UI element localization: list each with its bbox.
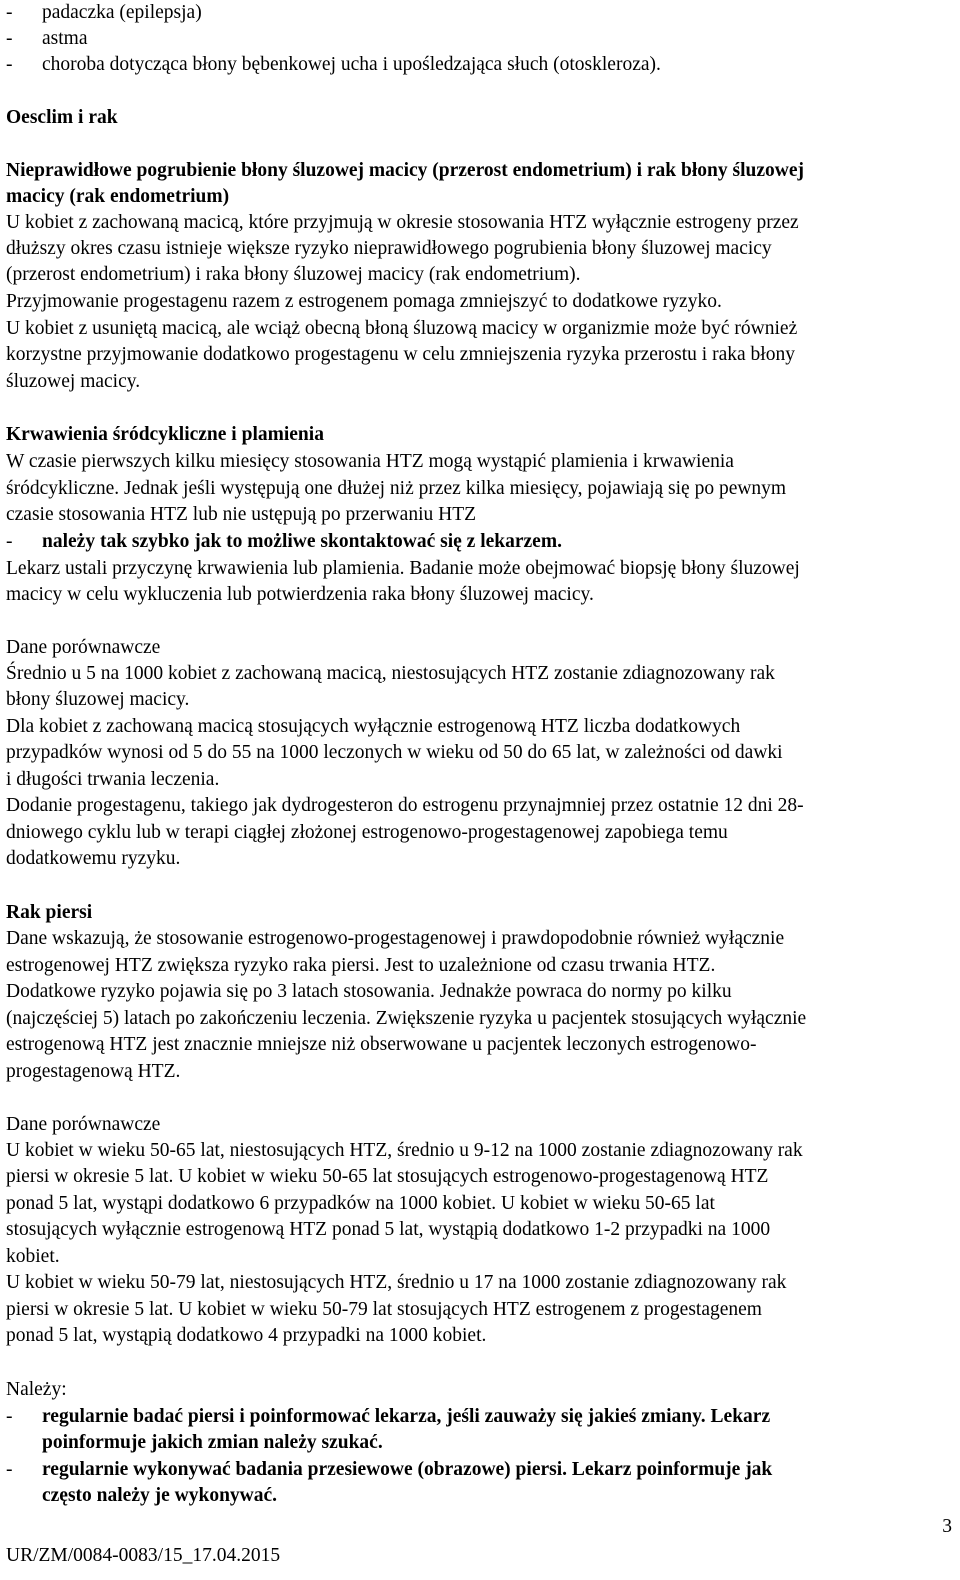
section-heading: Dane porównawcze: [6, 1114, 161, 1135]
section-heading: Krwawienia śródcykliczne i plamienia: [6, 424, 324, 445]
paragraph-line: piersi w okresie 5 lat. U kobiet w wieku 50-79 lat stosujących HTZ estrogenem z progestagenem: [6, 1299, 762, 1320]
paragraph-line: U kobiet w wieku 50-65 lat, niestosujących HTZ, średnio u 9-12 na 1000 zostanie zdiagnozowany rak: [6, 1140, 803, 1161]
paragraph-line: U kobiet z usuniętą macicą, ale wciąż obecną błoną śluzową macicy w organizmie może być również: [6, 318, 798, 339]
list-dash: -: [6, 1459, 13, 1480]
paragraph-line: estrogenową HTZ jest znacznie mniejsze niż obserwowane u pacjentek leczonych estrogenowo-: [6, 1034, 757, 1055]
paragraph-line: progestagenową HTZ.: [6, 1061, 181, 1082]
list-dash: -: [6, 2, 13, 23]
paragraph-line: korzystne przyjmowanie dodatkowo progestagenu w celu zmniejszenia ryzyka przerostu i raka błony: [6, 344, 795, 365]
paragraph-line: i długości trwania leczenia.: [6, 769, 220, 790]
paragraph-line: czasie stosowania HTZ lub nie ustępują po przerwaniu HTZ: [6, 504, 477, 525]
paragraph-line: Dla kobiet z zachowaną macicą stosujących wyłącznie estrogenową HTZ liczba dodatkowych: [6, 716, 741, 737]
subheading: Nieprawidłowe pogrubienie błony śluzowej macicy (przerost endometrium) i rak błony śluzowej: [6, 160, 804, 181]
section-heading: Rak piersi: [6, 902, 93, 923]
paragraph-line: U kobiet w wieku 50-79 lat, niestosujących HTZ, średnio u 17 na 1000 zostanie zdiagnozowany rak: [6, 1272, 787, 1293]
paragraph-line: macicy w celu wykluczenia lub potwierdzenia raka błony śluzowej macicy.: [6, 584, 594, 605]
paragraph-line: Lekarz ustali przyczynę krwawienia lub plamienia. Badanie może obejmować biopsję błony śluzowej: [6, 558, 800, 579]
paragraph-line: dniowego cyklu lub w terapi ciągłej złożonej estrogenowo-progestagenowej zapobiega temu: [6, 822, 728, 843]
paragraph-line: ponad 5 lat, wystąpi dodatkowo 6 przypadków na 1000 kobiet. U kobiet w wieku 50-65 lat: [6, 1193, 715, 1214]
paragraph-line: (najczęściej 5) latach po zakończeniu leczenia. Zwiększenie ryzyka u pacjentek stosujących wyłącznie: [6, 1008, 807, 1029]
paragraph-line: Dodanie progestagenu, takiego jak dydrogesteron do estrogenu przynajmniej przez ostatnie 12 dni 28-: [6, 795, 804, 816]
page-number: 3: [942, 1516, 952, 1537]
list-item: padaczka (epilepsja): [42, 2, 202, 23]
paragraph-line: U kobiet z zachowaną macicą, które przyjmują w okresie stosowania HTZ wyłącznie estrogeny przez: [6, 212, 799, 233]
bullet-item: regularnie wykonywać badania przesiewowe (obrazowe) piersi. Lekarz poinformuje jak: [42, 1459, 773, 1480]
paragraph-line: piersi w okresie 5 lat. U kobiet w wieku 50-65 lat stosujących estrogenowo-progestagenową HTZ: [6, 1166, 769, 1187]
paragraph-line: kobiet.: [6, 1246, 60, 1267]
paragraph-line: Średnio u 5 na 1000 kobiet z zachowaną macicą, niestosujących HTZ zostanie zdiagnozowany rak: [6, 663, 775, 684]
paragraph-line: Dodatkowe ryzyko pojawia się po 3 latach stosowania. Jednakże powraca do normy po kilku: [6, 981, 732, 1002]
paragraph-line: ponad 5 lat, wystąpią dodatkowo 4 przypadki na 1000 kobiet.: [6, 1325, 487, 1346]
bullet-item: regularnie badać piersi i poinformować lekarza, jeśli zauważy się jakieś zmiany. Lekarz: [42, 1406, 771, 1427]
section-heading: Należy:: [6, 1379, 67, 1400]
paragraph-line: dłuższy okres czasu istnieje większe ryzyko nieprawidłowego pogrubienia błony śluzowej macicy: [6, 238, 772, 259]
paragraph-line: stosujących wyłącznie estrogenową HTZ ponad 5 lat, wystąpią dodatkowo 1-2 przypadki na 1000: [6, 1219, 771, 1240]
list-dash: -: [6, 531, 13, 552]
document-code: UR/ZM/0084-0083/15_17.04.2015: [6, 1545, 281, 1566]
paragraph-line: dodatkowemu ryzyku.: [6, 848, 181, 869]
paragraph-line: Przyjmowanie progestagenu razem z estrogenem pomaga zmniejszyć to dodatkowe ryzyko.: [6, 291, 722, 312]
list-dash: -: [6, 28, 13, 49]
paragraph-line: błony śluzowej macicy.: [6, 689, 190, 710]
subheading: macicy (rak endometrium): [6, 186, 230, 207]
paragraph-line: przypadków wynosi od 5 do 55 na 1000 leczonych w wieku od 50 do 65 lat, w zależności od dawki: [6, 742, 783, 763]
bullet-item: często należy je wykonywać.: [42, 1485, 278, 1506]
list-item: choroba dotycząca błony bębenkowej ucha i upośledzająca słuch (otoskleroza).: [42, 54, 661, 75]
bullet-item: poinformuje jakich zmian należy szukać.: [42, 1432, 383, 1453]
paragraph-line: W czasie pierwszych kilku miesięcy stosowania HTZ mogą wystąpić plamienia i krwawienia: [6, 451, 734, 472]
paragraph-line: śródcykliczne. Jednak jeśli występują one dłużej niż przez kilka miesięcy, pojawiają się po pewnym: [6, 478, 787, 499]
paragraph-line: estrogenowej HTZ zwiększa ryzyko raka piersi. Jest to uzależnione od czasu trwania HTZ.: [6, 955, 716, 976]
paragraph-line: Dane wskazują, że stosowanie estrogenowo-progestagenowej i prawdopodobnie również wyłącznie: [6, 928, 785, 949]
list-item: astma: [42, 28, 88, 49]
list-dash: -: [6, 54, 13, 75]
section-heading: Dane porównawcze: [6, 637, 161, 658]
bullet-item: należy tak szybko jak to możliwe skontaktować się z lekarzem.: [42, 531, 562, 552]
list-dash: -: [6, 1406, 13, 1427]
paragraph-line: (przerost endometrium) i raka błony śluzowej macicy (rak endometrium).: [6, 264, 581, 285]
paragraph-line: śluzowej macicy.: [6, 371, 141, 392]
section-heading: Oesclim i rak: [6, 107, 118, 128]
